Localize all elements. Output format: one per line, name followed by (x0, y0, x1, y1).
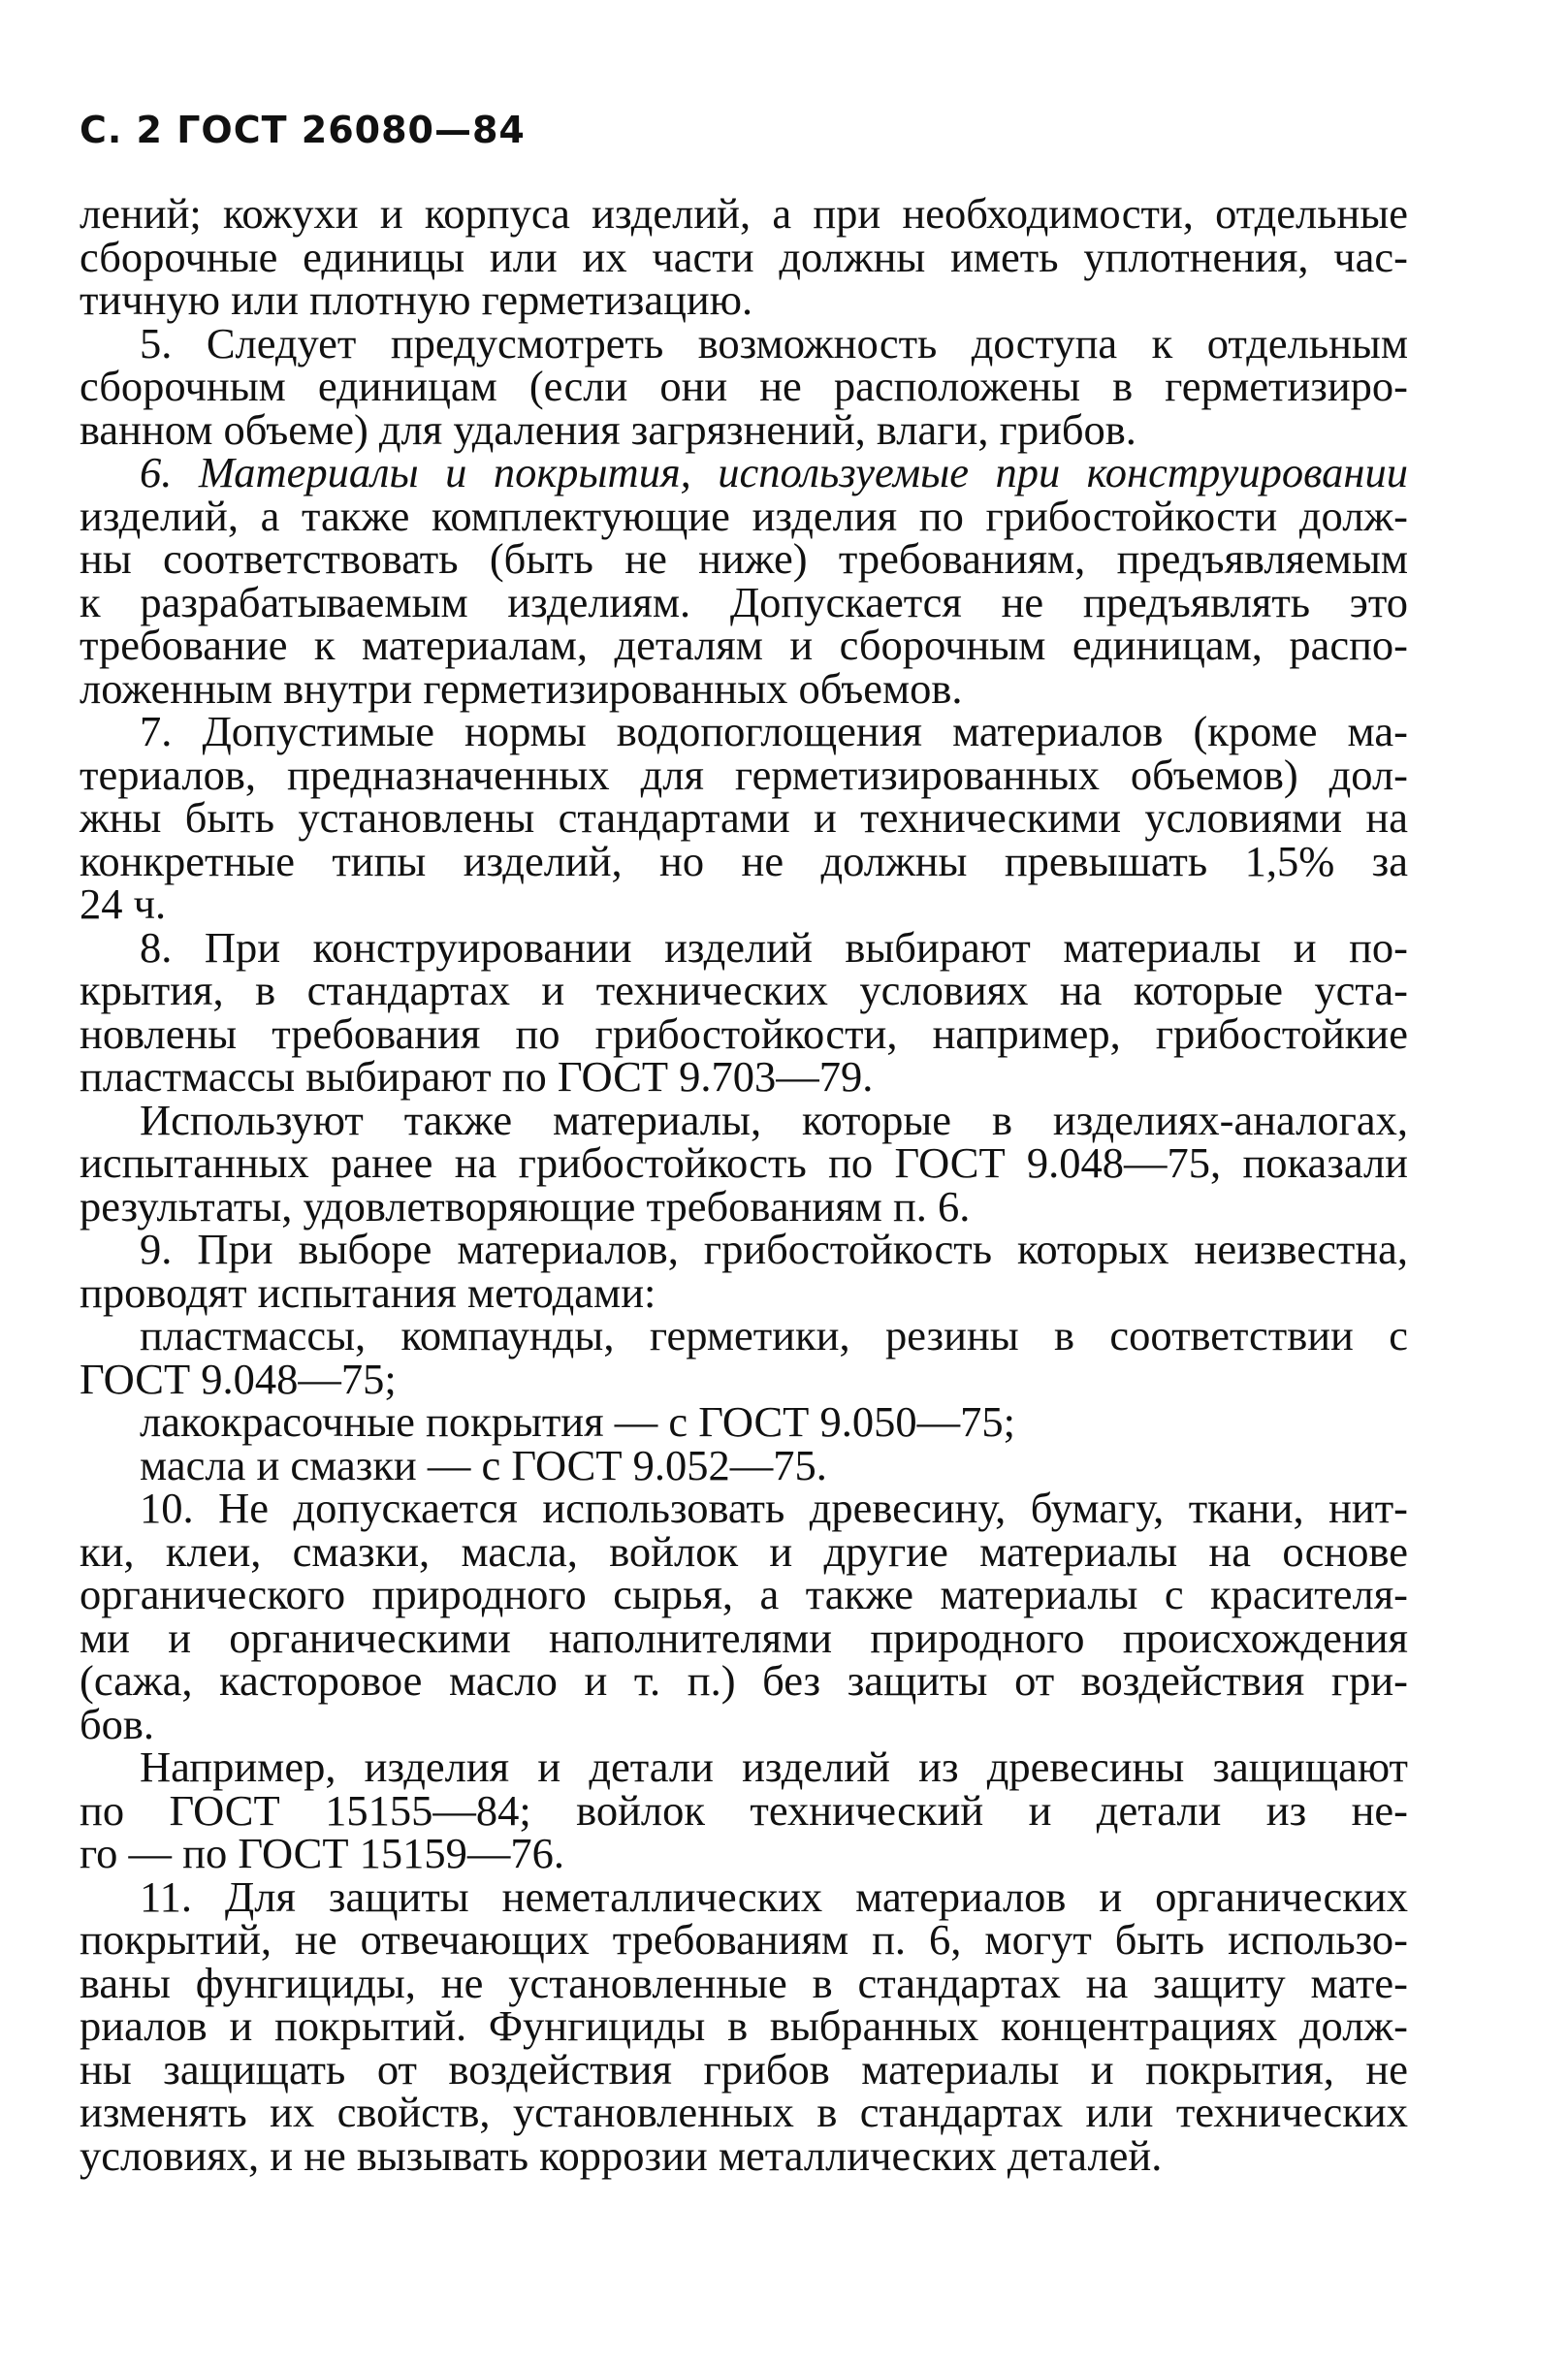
text-line: ки, клеи, смазки, масла, войлок и другие материалы на основе (80, 1526, 1408, 1576)
paragraph-7-line: 7. Допустимые нормы водопоглощения материалов (кроме ма- (140, 707, 1408, 755)
text-line: териалов, предназначенных для герметизированных объемов) дол- (80, 750, 1408, 799)
text-line: жны быть установлены стандартами и техническими условиями на (80, 793, 1408, 842)
paragraph-line: Используют также материалы, которые в изделиях-аналогах, (140, 1095, 1408, 1144)
text-line: ны соответствовать (быть не ниже) требованиям, предъявляемым (80, 534, 1408, 583)
paragraph-9-line: 9. При выборе материалов, грибостойкость которых неизвестна, (140, 1225, 1408, 1273)
paragraph-line: Например, изделия и детали изделий из древесины защищают (140, 1743, 1408, 1791)
text-line: тичную или плотную герметизацию. (80, 275, 753, 324)
text-line: результаты, удовлетворяющие требованиям п. 6. (80, 1181, 971, 1231)
paragraph-8-line: 8. При конструировании изделий выбирают материалы и по- (140, 922, 1408, 972)
paragraph-6-line: 6. Материалы и покрытия, используемые при конструировании (140, 448, 1408, 496)
text-line: новлены требования по грибостойкости, например, грибостойкие (80, 1008, 1408, 1058)
text-line: ложенным внутри герметизированных объемов. (80, 663, 963, 713)
text-line: ванном объеме) для удаления загрязнений, влаги, грибов. (80, 404, 1136, 454)
text-line: го — по ГОСТ 15159—76. (80, 1829, 564, 1877)
list-item-line: лакокрасочные покрытия — с ГОСТ 9.050—75; (140, 1397, 1015, 1446)
text-line: испытанных ранее на грибостойкость по ГОСТ 9.048—75, показали (80, 1138, 1408, 1187)
text-line: ны защищать от воздействия грибов материалы и покрытия, не (80, 2044, 1408, 2094)
text-line: сборочным единицам (если они не расположены в герметизиро- (80, 362, 1408, 410)
text-line: конкретные типы изделий, но не должны превышать 1,5% за (80, 836, 1408, 885)
text-line: сборочные единицы или их части должны иметь уплотнения, час- (80, 232, 1408, 281)
text-line: изделий, а также комплектующие изделия по грибостойкости долж- (80, 491, 1408, 540)
text-line: ваны фунгициды, не установленные в стандартах на защиту мате- (80, 1958, 1408, 2007)
text-line: крытия, в стандартах и технических условиях на которые уста- (80, 966, 1408, 1014)
text-line: 24 ч. (80, 879, 167, 928)
text-line: к разрабатываемым изделиям. Допускается не предъявлять это (80, 577, 1408, 626)
paragraph-5-line: 5. Следует предусмотреть возможность доступа к отдельным (140, 318, 1408, 368)
text-line: пластмассы выбирают по ГОСТ 9.703—79. (80, 1052, 874, 1101)
list-item-line: масла и смазки — с ГОСТ 9.052—75. (140, 1440, 827, 1489)
text-line: проводят испытания методами: (80, 1267, 656, 1317)
text-line: покрытий, не отвечающих требованиям п. 6, могут быть использо- (80, 1915, 1408, 1964)
paragraph-11-line: 11. Для защиты неметаллических материалов и органических (140, 1871, 1408, 1921)
page-header: С. 2 ГОСТ 26080—84 (80, 109, 526, 151)
list-item-line: пластмассы, компаунды, герметики, резины в соответствии с (140, 1311, 1408, 1359)
text-line: риалов и покрытий. Фунгициды в выбранных концентрациях долж- (80, 2001, 1408, 2050)
body-text (80, 189, 1408, 2180)
text-line: органического природного сырья, а также материалы с красителя- (80, 1570, 1408, 1618)
text-line: лений; кожухи и корпуса изделий, а при необходимости, отдельные (80, 189, 1408, 238)
text-line: требование к материалам, деталям и сборочным единицам, распо- (80, 621, 1408, 669)
text-line: ГОСТ 9.048—75; (80, 1354, 397, 1403)
text-line: ми и органическими наполнителями природного происхождения (80, 1613, 1408, 1662)
text-line: (сажа, касторовое масло и т. п.) без защиты от воздействия гри- (80, 1656, 1408, 1705)
text-line: бов. (80, 1699, 155, 1748)
text-line: изменять их свойств, установленных в стандартах или технических (80, 2088, 1408, 2136)
text-line: по ГОСТ 15155—84; войлок технический и детали из не- (80, 1785, 1408, 1835)
text-line: условиях, и не вызывать коррозии металлических деталей. (80, 2130, 1163, 2180)
paragraph-10-line: 10. Не допускается использовать древесину, бумагу, ткани, нит- (140, 1484, 1408, 1532)
